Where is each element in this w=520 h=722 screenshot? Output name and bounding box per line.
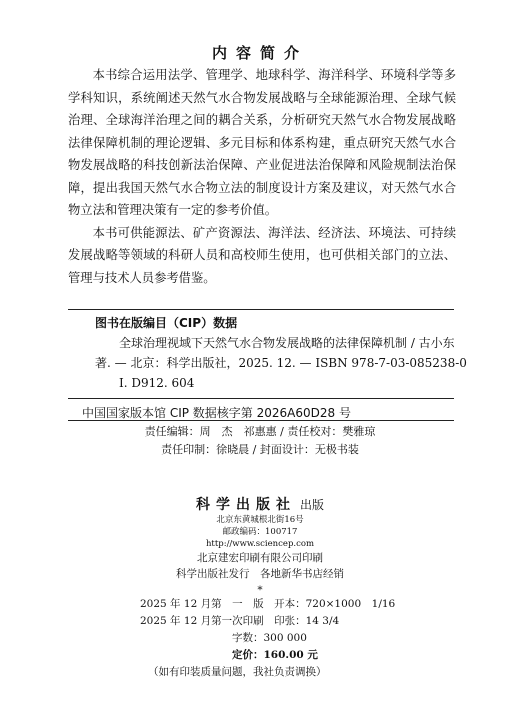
publisher-address: 北京东黄城根北街16号 — [216, 515, 304, 525]
spec-price — [140, 647, 400, 664]
spec-printing: 2025 年 12 月第一次印刷 印张：14 3/4 — [140, 615, 340, 627]
cip-top-rule — [68, 309, 454, 310]
spec-edition: 2025 年 12 月第 一 版 开本：720×1000 1/16 — [140, 598, 396, 610]
credits-production: 责任印制：徐晓晨 / 封面设计：无极书装 — [161, 443, 359, 456]
cip-line: 全球治理视域下天然气水合物发展战略的法律保障机制 / 古小东 — [119, 336, 455, 350]
quality-note: （如有印装质量问题，我社负责调换） — [148, 666, 327, 678]
publisher-website: http://www.sciencep.com — [205, 539, 315, 549]
distribution: 科学出版社发行 各地新华书店经销 — [176, 568, 344, 580]
cip-record — [95, 333, 467, 393]
publisher-name-line — [0, 494, 520, 514]
publisher-block — [0, 494, 520, 598]
credits-editors: 责任编辑：周 杰 祁惠惠 / 责任校对：樊雅琼 — [144, 425, 376, 438]
separator-star: * — [257, 584, 263, 596]
intro-paragraph: 本书可供能源法、矿产资源法、海洋法、经济法、环境法、可持续发展战略等领域的科研人员和高校师生使用，也可供相关部门的立法、管理与技术人员参考借鉴。 — [68, 225, 456, 285]
cip-line: 著. — 北京：科学出版社，2025. 12. — ISBN 978-7-03-085238-0 — [95, 356, 467, 370]
publisher-postcode: 邮政编码：100717 — [222, 527, 298, 537]
price-value: 160.00 元 — [263, 649, 318, 661]
credits — [0, 423, 520, 459]
cip-footer: 中国国家版本馆 CIP 数据核字第 2026A60D28 号 — [82, 406, 351, 420]
publisher-name: 科学出版社 — [195, 497, 296, 513]
specs — [140, 596, 400, 681]
page-title: 内容简介 — [211, 44, 308, 62]
cip-middle-rule — [68, 398, 454, 399]
spec-wordcount: 字数：300 000 — [232, 632, 307, 644]
cip-classification: Ⅰ. D912. 604 — [119, 376, 195, 390]
intro-paragraph: 本书综合运用法学、管理学、地球科学、海洋科学、环境科学等多学科知识，系统阐述天然气水合物发展战略与全球能源治理、全球气候治理、全球海洋治理之间的耦合关系，分析研究天然气水合物发展战略法律保障机制的理论逻辑、多元目标和体系构建，重点研究天然气水合物发展战略的科技创新法治保障、产业促进法治保障和风险规制法治保障，提出我国天然气水合物立法的制度设计方案及建议，对天然气水合物立法和管理决策有一定的参考价值。 — [68, 68, 456, 217]
cip-heading: 图书在版编目（CIP）数据 — [95, 316, 238, 330]
printer: 北京建宏印刷有限公司印刷 — [197, 552, 323, 564]
intro-section — [68, 64, 456, 289]
price-label: 定价： — [232, 649, 264, 661]
publisher-suffix: 出版 — [299, 498, 324, 512]
cip-bottom-rule — [68, 420, 454, 421]
